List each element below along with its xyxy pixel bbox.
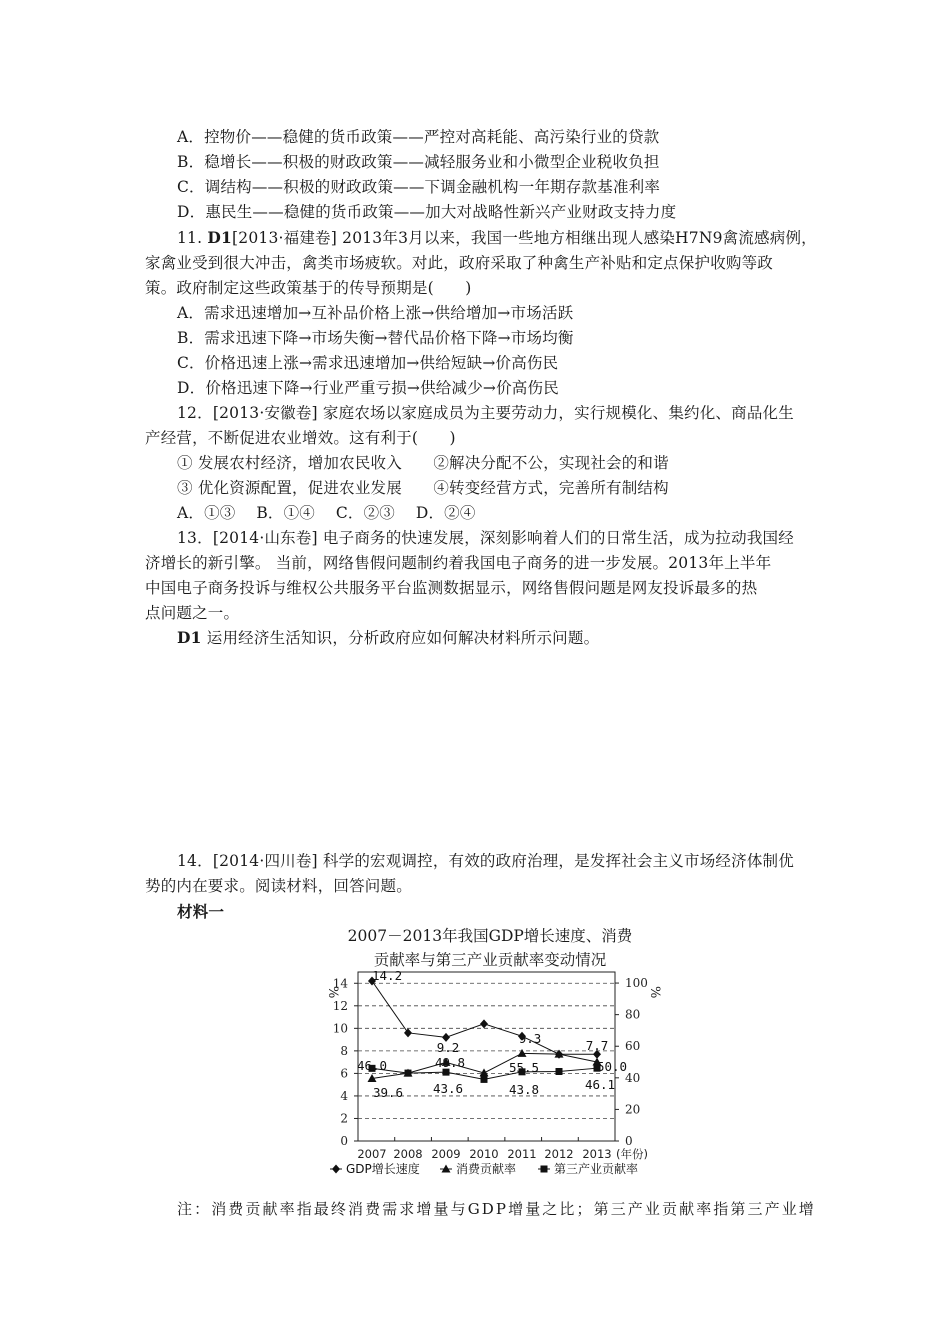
y-left-tick-label: 14 — [332, 976, 348, 991]
q13-question-text: 运用经济生活知识，分析政府应如何解决材料所示问题。 — [201, 629, 600, 647]
y-left-tick-label: 0 — [340, 1134, 348, 1148]
q13-stem-line-4: 点问题之一。 — [145, 604, 240, 622]
data-label: 43.8 — [508, 1082, 540, 1097]
q12-statements-2: ③ 优化资源配置，促进农业发展 ④转变经营方式，完善所有制结构 — [177, 479, 669, 497]
q13-stem-line-2: 济增长的新引擎。 当前，网络售假问题制约着我国电子商务的进一步发展。2013年上半年 — [145, 554, 772, 572]
data-label: 46.1 — [584, 1077, 616, 1092]
x-tick-label: 2007 — [357, 1147, 387, 1161]
y-left-tick-label: 6 — [340, 1066, 348, 1081]
y-right-tick-label: 60 — [625, 1039, 641, 1054]
q10-option-a: A．控物价——稳健的货币政策——严控对高耗能、高污染行业的贷款 — [177, 128, 660, 146]
legend-marker — [541, 1166, 548, 1173]
q14-stem-line-1: 14．[2014·四川卷] 科学的宏观调控，有效的政府治理，是发挥社会主义市场经济体制优 — [177, 852, 794, 870]
data-label: 43.6 — [432, 1081, 464, 1096]
legend-marker — [332, 1165, 340, 1174]
y-left-tick-label: 10 — [332, 1021, 348, 1036]
q13-tag: D1 — [177, 628, 202, 647]
q12-stem-line-1: 12．[2013·安徽卷] 家庭农场以家庭成员为主要劳动力，实行规模化、集约化、商品化生 — [177, 404, 794, 422]
chart-note: 注：消费贡献率指最终消费需求增量与GDP增量之比；第三产业贡献率指第三产业增 — [177, 1200, 816, 1218]
x-tick-label: 2009 — [431, 1147, 461, 1161]
chart-title: 2007－2013年我国GDP增长速度、消费 — [347, 927, 633, 945]
q12-statements-1: ① 发展农村经济，增加农民收入 ②解决分配不公，实现社会的和谐 — [177, 454, 669, 472]
q10-option-d: D．惠民生——稳健的货币政策——加大对战略性新兴产业财政支持力度 — [177, 203, 677, 221]
q13-stem-line-3: 中国电子商务投诉与维权公共服务平台监测数据显示，网络售假问题是网友投诉最多的热 — [145, 579, 758, 597]
plot-frame — [358, 972, 615, 1141]
q11-option-b: B．需求迅速下降→市场失衡→替代品价格下降→市场均衡 — [177, 329, 574, 347]
y-left-tick-label: 2 — [340, 1111, 348, 1126]
y-right-tick-label: 100 — [625, 976, 648, 991]
data-label: 7.7 — [585, 1038, 609, 1053]
q12-choices: A．①③ B．①④ C．②③ D．②④ — [177, 504, 476, 522]
data-label: 39.6 — [372, 1085, 404, 1100]
x-tick-label: 2012 — [544, 1147, 574, 1161]
data-point — [404, 1028, 412, 1037]
y-left-tick-label: 4 — [340, 1088, 348, 1103]
y-right-tick-label: 20 — [625, 1102, 641, 1117]
data-label: 49.8 — [434, 1055, 466, 1070]
data-point — [518, 1049, 527, 1057]
data-label: 46.0 — [356, 1058, 388, 1073]
legend-label: 第三产业贡献率 — [554, 1162, 639, 1176]
y-right-tick-label: 40 — [625, 1070, 641, 1085]
data-label: 9.2 — [436, 1040, 460, 1055]
q11-option-c: C．价格迅速上涨→需求迅速增加→供给短缺→价高伤民 — [177, 354, 559, 372]
data-label: 14.2 — [372, 968, 403, 983]
x-tick-label: 2010 — [469, 1147, 499, 1161]
q11-stem-line-2: 家禽业受到很大冲击，禽类市场疲软。对此，政府采取了种禽生产补贴和定点保护收购等政 — [145, 254, 774, 272]
y-left-tick-label: 12 — [332, 998, 348, 1013]
y-right-tick-label: 0 — [625, 1134, 633, 1148]
q11-stem-text: [2013·福建卷] 2013年3月以来，我国一些地方相继出现人感染H7N9禽流感病例， — [232, 229, 817, 247]
data-label: 50.0 — [596, 1059, 628, 1074]
material-one-label: 材料一 — [177, 902, 225, 921]
data-point — [405, 1070, 412, 1077]
q11-stem-line-3: 策。政府制定这些政策基于的传导预期是( ) — [145, 279, 472, 297]
q10-option-b: B．稳增长——积极的财政政策——减轻服务业和小微型企业税收负担 — [177, 153, 660, 171]
y-left-tick-label: 8 — [340, 1043, 348, 1058]
x-tick-label: 2011 — [507, 1147, 537, 1161]
q13-stem-line-1: 13．[2014·山东卷] 电子商务的快速发展，深刻影响着人们的日常生活，成为拉动我国经 — [177, 529, 794, 547]
data-point — [480, 1019, 488, 1028]
y-right-tick-label: 80 — [625, 1007, 641, 1022]
data-point — [556, 1068, 563, 1075]
data-point — [481, 1076, 488, 1083]
legend-label: GDP增长速度 — [346, 1162, 420, 1176]
q12-stem-line-2: 产经营，不断促进农业增效。这有利于( ) — [145, 429, 456, 447]
q11-number: 11. — [177, 229, 208, 247]
chart-subtitle: 贡献率与第三产业贡献率变动情况 — [373, 951, 607, 969]
y-right-unit-label: % — [647, 986, 662, 999]
series-line — [372, 981, 597, 1054]
legend-label: 消费贡献率 — [456, 1162, 517, 1176]
x-tick-label: 2008 — [393, 1147, 423, 1161]
q11-option-a: A．需求迅速增加→互补品价格上涨→供给增加→市场活跃 — [177, 304, 574, 322]
x-tick-label: 2013 — [582, 1147, 612, 1161]
q14-stem-line-2: 势的内在要求。阅读材料，回答问题。 — [145, 877, 412, 895]
q11-option-d: D．价格迅速下降→行业严重亏损→供给减少→价高伤民 — [177, 379, 559, 397]
q11-tag: D1 — [207, 228, 233, 247]
q10-option-c: C．调结构——积极的财政政策——下调金融机构一年期存款基准利率 — [177, 178, 661, 196]
data-label: 55.5 — [508, 1060, 540, 1075]
data-label: 9.3 — [518, 1031, 542, 1046]
x-unit-label: (年份) — [616, 1147, 648, 1161]
y-left-unit-label: % — [325, 986, 340, 999]
